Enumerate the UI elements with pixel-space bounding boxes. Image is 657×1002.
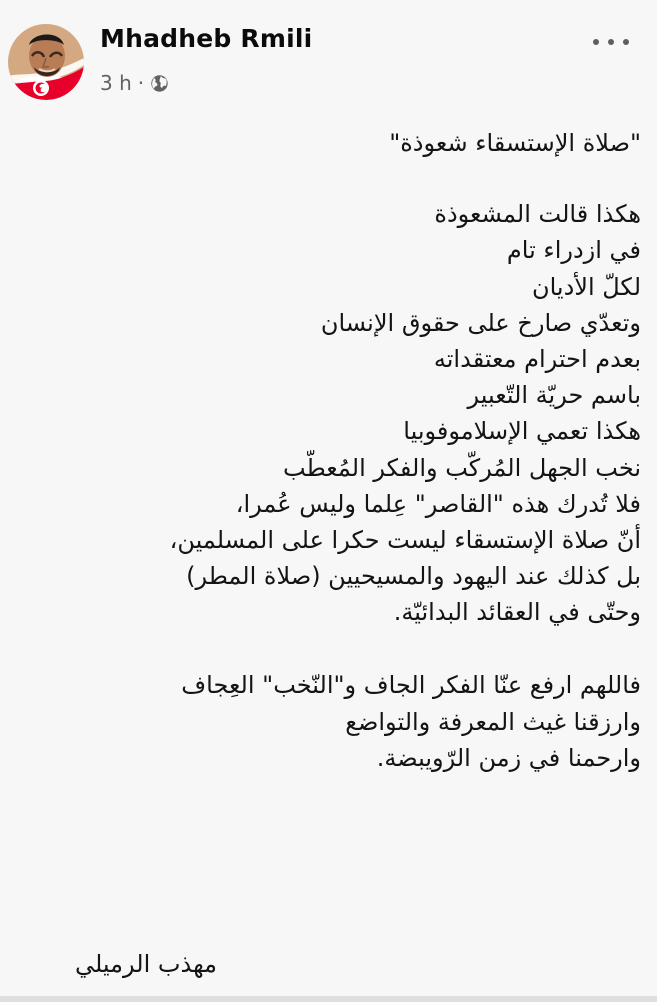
post-signature: مهذب الرميلي (74, 950, 217, 978)
post-line: فلا تُدرك هذه "القاصر" عِلما وليس عُمرا، (235, 489, 641, 518)
paragraph-gap (20, 776, 641, 813)
author-name[interactable]: Mhadheb Rmili (100, 24, 313, 53)
post-body (20, 125, 641, 813)
post-divider (0, 996, 657, 1002)
post-time[interactable]: 3 h (100, 71, 132, 95)
globe-icon-svg (150, 74, 169, 93)
post-line: أنّ صلاة الإستسقاء ليست حكرا على المسلمين، (169, 525, 641, 554)
post-line: بل كذلك عند اليهود والمسيحيين (صلاة المطر) (186, 562, 641, 591)
globe-icon[interactable] (150, 74, 169, 93)
post-line-title: "صلاة الإستسقاء شعوذة" (389, 129, 641, 157)
post-line: هكذا تعمي الإسلاموفوبيا (403, 417, 641, 446)
more-dot-2 (608, 39, 614, 45)
post-line: وارحمنا في زمن الرّويبضة. (376, 743, 641, 772)
paragraph-gap (20, 161, 641, 196)
meta-separator: · (137, 71, 145, 95)
post-line: فاللهم ارفع عنّا الفكر الجاف و"النّخب" العِجاف (181, 671, 641, 700)
post-line: وتعدّي صارخ على حقوق الإنسان (320, 308, 641, 337)
post-meta (100, 68, 169, 98)
post-line: وارزقنا غيث المعرفة والتواضع (345, 707, 641, 736)
post-line: هكذا قالت المشعوذة (434, 200, 641, 229)
post-line: نخب الجهل المُركّب والفكر المُعطّب (283, 453, 641, 482)
post-line: في ازدراء تام (506, 236, 641, 265)
paragraph-gap (20, 630, 641, 667)
post-line: بعدم احترام معتقداته (433, 344, 641, 373)
more-options-icon[interactable] (593, 30, 629, 54)
author-avatar[interactable] (8, 24, 84, 100)
post-header (0, 0, 657, 110)
post-line: باسم حريّة التّعبير (467, 381, 641, 410)
post-line: لكلّ الأديان (531, 272, 641, 301)
more-dot-3 (623, 39, 629, 45)
more-dot-1 (593, 39, 599, 45)
avatar-image (8, 24, 84, 100)
post-line: وحتّى في العقائد البدائيّة. (393, 598, 641, 627)
